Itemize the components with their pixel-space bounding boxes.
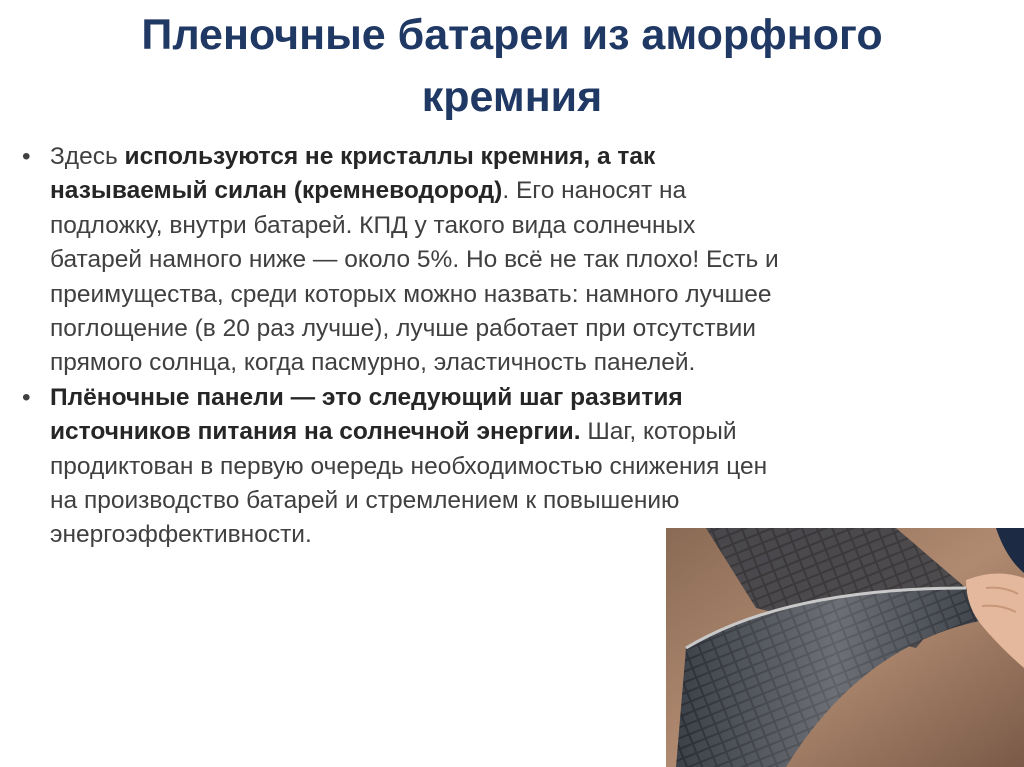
bullet-item [20,140,790,381]
bullet-text-rest: Шаг, который продиктован в первую очередь необходимостью снижения цен на производство батарей и стремлением к повышению энергоэффективности. [50,418,768,549]
bullet-text-bold: Плёночные панели — это следующий шаг развития источников питания на солнечной энергии. [50,383,683,446]
bullet-list [20,140,790,553]
bullet-marker: • [22,143,31,170]
bullet-text-rest: . Его наносят на подложку, внутри батарей. КПД у такого вида солнечных батарей намного ниже — около 5%. Но всё не так плохо! Есть и преимущества, среди которых можно назвать: намного лучшее поглощение (в 20 раз лучше), лучше работает при отсутствии прямого солнца, когда пасмурно, эластичность панелей. [50,177,779,377]
slide-title: Пленочные батареи из аморфного кремния [141,11,883,121]
bullet-text-lead: Здесь [50,143,125,170]
bullet-text-bold: используются не кристаллы кремния, а так называемый силан (кремневодород) [50,143,656,205]
flexible-solar-panel-photo [666,528,1024,767]
solar-panel-illustration [666,528,1024,767]
bullet-marker: • [22,383,31,411]
